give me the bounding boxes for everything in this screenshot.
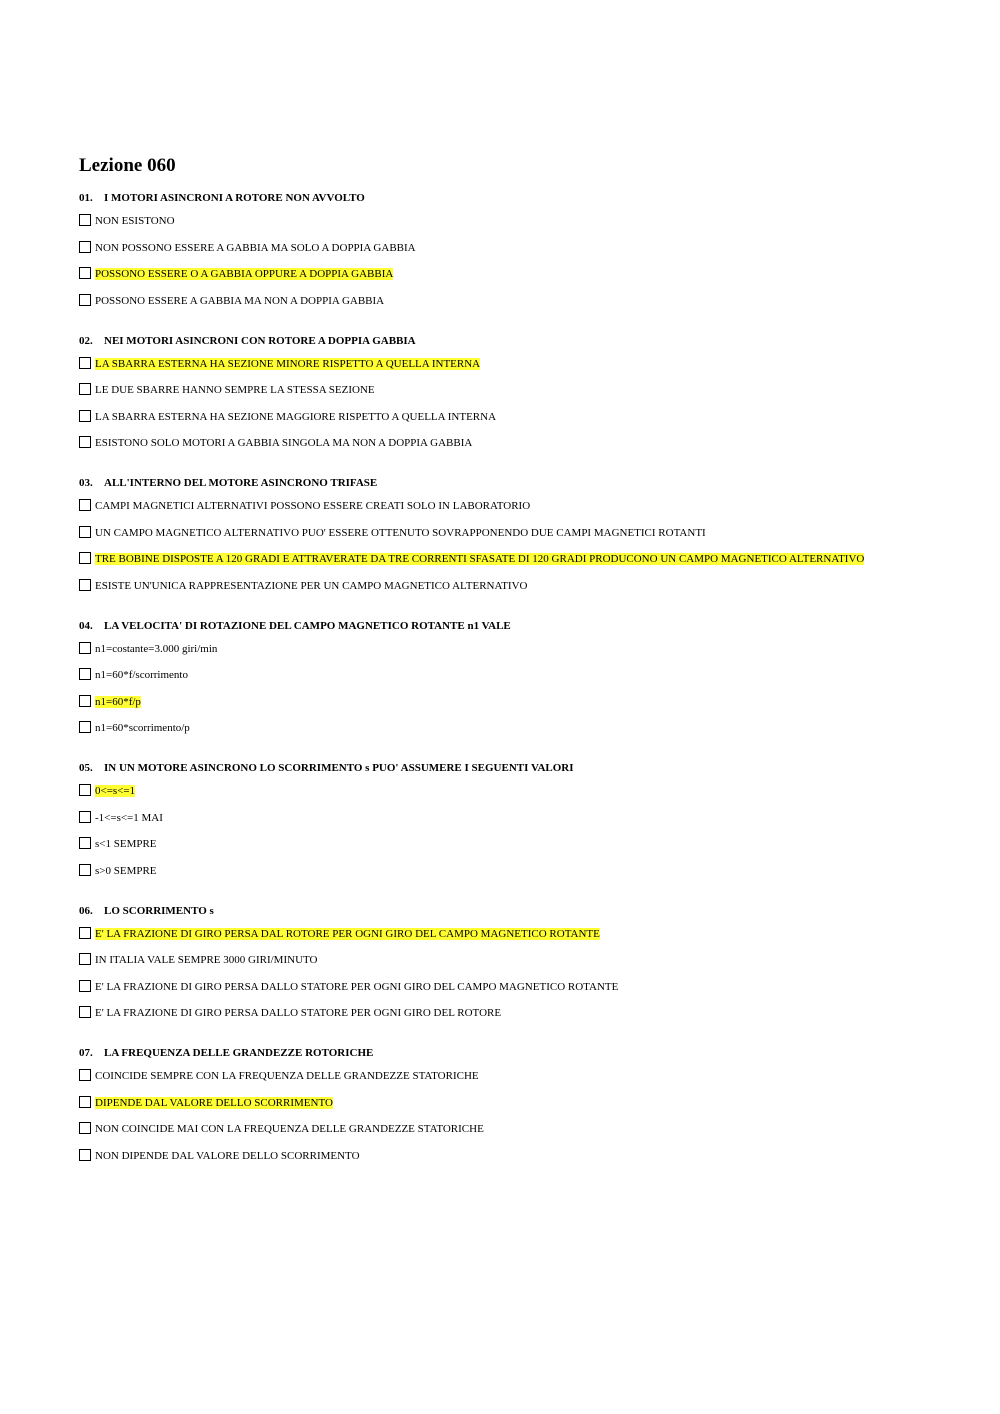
answer-option[interactable] <box>79 1069 879 1084</box>
answer-option[interactable] <box>79 1096 879 1111</box>
question-number: 01. <box>79 192 93 204</box>
answer-text-highlighted: n1=60*f/p <box>95 695 141 708</box>
answer-text: n1=costante=3.000 giri/min <box>95 642 218 655</box>
checkbox[interactable] <box>79 927 91 939</box>
answer-option[interactable] <box>79 267 879 282</box>
answer-option[interactable] <box>79 552 879 567</box>
checkbox[interactable] <box>79 436 91 448</box>
question-7 <box>79 1046 879 1164</box>
question-6 <box>79 904 879 1022</box>
question-5 <box>79 761 879 879</box>
answer-option[interactable] <box>79 579 879 594</box>
checkbox[interactable] <box>79 721 91 733</box>
question-heading <box>79 904 879 918</box>
answer-text: LA SBARRA ESTERNA HA SEZIONE MAGGIORE RISPETTO A QUELLA INTERNA <box>95 410 497 423</box>
answer-text: POSSONO ESSERE A GABBIA MA NON A DOPPIA GABBIA <box>95 294 385 307</box>
answer-text-highlighted: DIPENDE DAL VALORE DELLO SCORRIMENTO <box>95 1096 333 1109</box>
answer-option[interactable] <box>79 811 879 826</box>
checkbox[interactable] <box>79 811 91 823</box>
answer-text: UN CAMPO MAGNETICO ALTERNATIVO PUO' ESSERE OTTENUTO SOVRAPPONENDO DUE CAMPI MAGNETICI ROTANTI <box>95 526 706 539</box>
answer-text: CAMPI MAGNETICI ALTERNATIVI POSSONO ESSERE CREATI SOLO IN LABORATORIO <box>95 500 531 512</box>
answer-option[interactable] <box>79 642 879 657</box>
answer-option[interactable] <box>79 668 879 683</box>
checkbox[interactable] <box>79 784 91 796</box>
question-number: 03. <box>79 477 93 489</box>
checkbox[interactable] <box>79 1069 91 1081</box>
answer-option[interactable] <box>79 436 879 451</box>
question-text: NEI MOTORI ASINCRONI CON ROTORE A DOPPIA GABBIA <box>104 334 416 347</box>
question-heading <box>79 334 879 348</box>
question-text: IN UN MOTORE ASINCRONO LO SCORRIMENTO s PUO' ASSUMERE I SEGUENTI VALORI <box>104 762 574 774</box>
answer-text: n1=60*scorrimento/p <box>95 722 190 734</box>
answer-option[interactable] <box>79 526 879 541</box>
answer-option[interactable] <box>79 383 879 398</box>
question-1 <box>79 191 879 309</box>
question-number: 05. <box>79 762 93 774</box>
answer-text: NON COINCIDE MAI CON LA FREQUENZA DELLE GRANDEZZE STATORICHE <box>95 1123 484 1135</box>
checkbox[interactable] <box>79 953 91 965</box>
question-list <box>79 191 879 1164</box>
answer-text-highlighted: LA SBARRA ESTERNA HA SEZIONE MINORE RISPETTO A QUELLA INTERNA <box>95 357 481 370</box>
checkbox[interactable] <box>79 837 91 849</box>
answer-option[interactable] <box>79 1006 879 1021</box>
answer-option[interactable] <box>79 721 879 736</box>
quiz-page <box>79 153 879 1189</box>
checkbox[interactable] <box>79 1122 91 1134</box>
answer-text: NON POSSONO ESSERE A GABBIA MA SOLO A DOPPIA GABBIA <box>95 241 416 254</box>
question-text: LO SCORRIMENTO s <box>104 904 214 917</box>
answer-option[interactable] <box>79 1149 879 1164</box>
answer-option[interactable] <box>79 1122 879 1137</box>
answer-text: ESISTONO SOLO MOTORI A GABBIA SINGOLA MA NON A DOPPIA GABBIA <box>95 437 473 449</box>
checkbox[interactable] <box>79 214 91 226</box>
checkbox[interactable] <box>79 980 91 992</box>
checkbox[interactable] <box>79 864 91 876</box>
checkbox[interactable] <box>79 267 91 279</box>
checkbox[interactable] <box>79 526 91 538</box>
question-4 <box>79 619 879 737</box>
question-text: LA FREQUENZA DELLE GRANDEZZE ROTORICHE <box>104 1047 374 1059</box>
answer-option[interactable] <box>79 695 879 710</box>
answer-text: -1<=s<=1 MAI <box>95 811 163 824</box>
answer-text: E' LA FRAZIONE DI GIRO PERSA DALLO STATORE PER OGNI GIRO DEL ROTORE <box>95 1007 502 1019</box>
checkbox[interactable] <box>79 642 91 654</box>
question-heading <box>79 476 879 490</box>
answer-text: COINCIDE SEMPRE CON LA FREQUENZA DELLE GRANDEZZE STATORICHE <box>95 1070 479 1082</box>
question-number: 06. <box>79 904 93 917</box>
answer-text-highlighted: 0<=s<=1 <box>95 785 136 797</box>
question-number: 07. <box>79 1047 93 1059</box>
answer-text-highlighted: E' LA FRAZIONE DI GIRO PERSA DAL ROTORE PER OGNI GIRO DEL CAMPO MAGNETICO ROTANTE <box>95 927 600 940</box>
question-number: 04. <box>79 619 93 632</box>
answer-text-highlighted: TRE BOBINE DISPOSTE A 120 GRADI E ATTRAVERATE DA TRE CORRENTI SFASATE DI 120 GRADI PRODUCONO UN CAMPO MAGNETICO ALTERNATIVO <box>95 553 865 565</box>
answer-option[interactable] <box>79 294 879 309</box>
answer-option[interactable] <box>79 953 879 968</box>
answer-text: LE DUE SBARRE HANNO SEMPRE LA STESSA SEZIONE <box>95 384 375 396</box>
lesson-title: Lezione 060 <box>79 155 176 176</box>
checkbox[interactable] <box>79 695 91 707</box>
answer-text: IN ITALIA VALE SEMPRE 3000 GIRI/MINUTO <box>95 954 318 966</box>
question-number: 02. <box>79 334 93 347</box>
checkbox[interactable] <box>79 294 91 306</box>
question-heading <box>79 761 879 775</box>
question-heading <box>79 1046 879 1060</box>
checkbox[interactable] <box>79 1149 91 1161</box>
checkbox[interactable] <box>79 410 91 422</box>
answer-text: ESISTE UN'UNICA RAPPRESENTAZIONE PER UN CAMPO MAGNETICO ALTERNATIVO <box>95 579 528 592</box>
answer-text: NON DIPENDE DAL VALORE DELLO SCORRIMENTO <box>95 1149 360 1162</box>
checkbox[interactable] <box>79 499 91 511</box>
checkbox[interactable] <box>79 552 91 564</box>
question-heading <box>79 619 879 633</box>
answer-option[interactable] <box>79 410 879 425</box>
answer-text: n1=60*f/scorrimento <box>95 669 188 681</box>
answer-option[interactable] <box>79 499 879 514</box>
answer-option[interactable] <box>79 864 879 879</box>
answer-text-highlighted: POSSONO ESSERE O A GABBIA OPPURE A DOPPIA GABBIA <box>95 268 394 280</box>
question-heading <box>79 191 879 205</box>
answer-option[interactable] <box>79 357 879 372</box>
checkbox[interactable] <box>79 1006 91 1018</box>
checkbox[interactable] <box>79 579 91 591</box>
question-text: I MOTORI ASINCRONI A ROTORE NON AVVOLTO <box>104 192 365 204</box>
answer-option[interactable] <box>79 241 879 256</box>
checkbox[interactable] <box>79 241 91 253</box>
answer-text: E' LA FRAZIONE DI GIRO PERSA DALLO STATORE PER OGNI GIRO DEL CAMPO MAGNETICO ROTANTE <box>95 980 619 993</box>
checkbox[interactable] <box>79 357 91 369</box>
answer-option[interactable] <box>79 837 879 852</box>
question-3 <box>79 476 879 594</box>
answer-text: NON ESISTONO <box>95 215 175 227</box>
answer-option[interactable] <box>79 980 879 995</box>
question-text: LA VELOCITA' DI ROTAZIONE DEL CAMPO MAGNETICO ROTANTE n1 VALE <box>104 619 511 632</box>
checkbox[interactable] <box>79 383 91 395</box>
question-text: ALL'INTERNO DEL MOTORE ASINCRONO TRIFASE <box>104 477 378 489</box>
answer-text: s<1 SEMPRE <box>95 838 157 850</box>
answer-text: s>0 SEMPRE <box>95 864 157 877</box>
question-2 <box>79 334 879 452</box>
answer-option[interactable] <box>79 214 879 229</box>
answer-option[interactable] <box>79 784 879 799</box>
answer-option[interactable] <box>79 927 879 942</box>
checkbox[interactable] <box>79 668 91 680</box>
checkbox[interactable] <box>79 1096 91 1108</box>
